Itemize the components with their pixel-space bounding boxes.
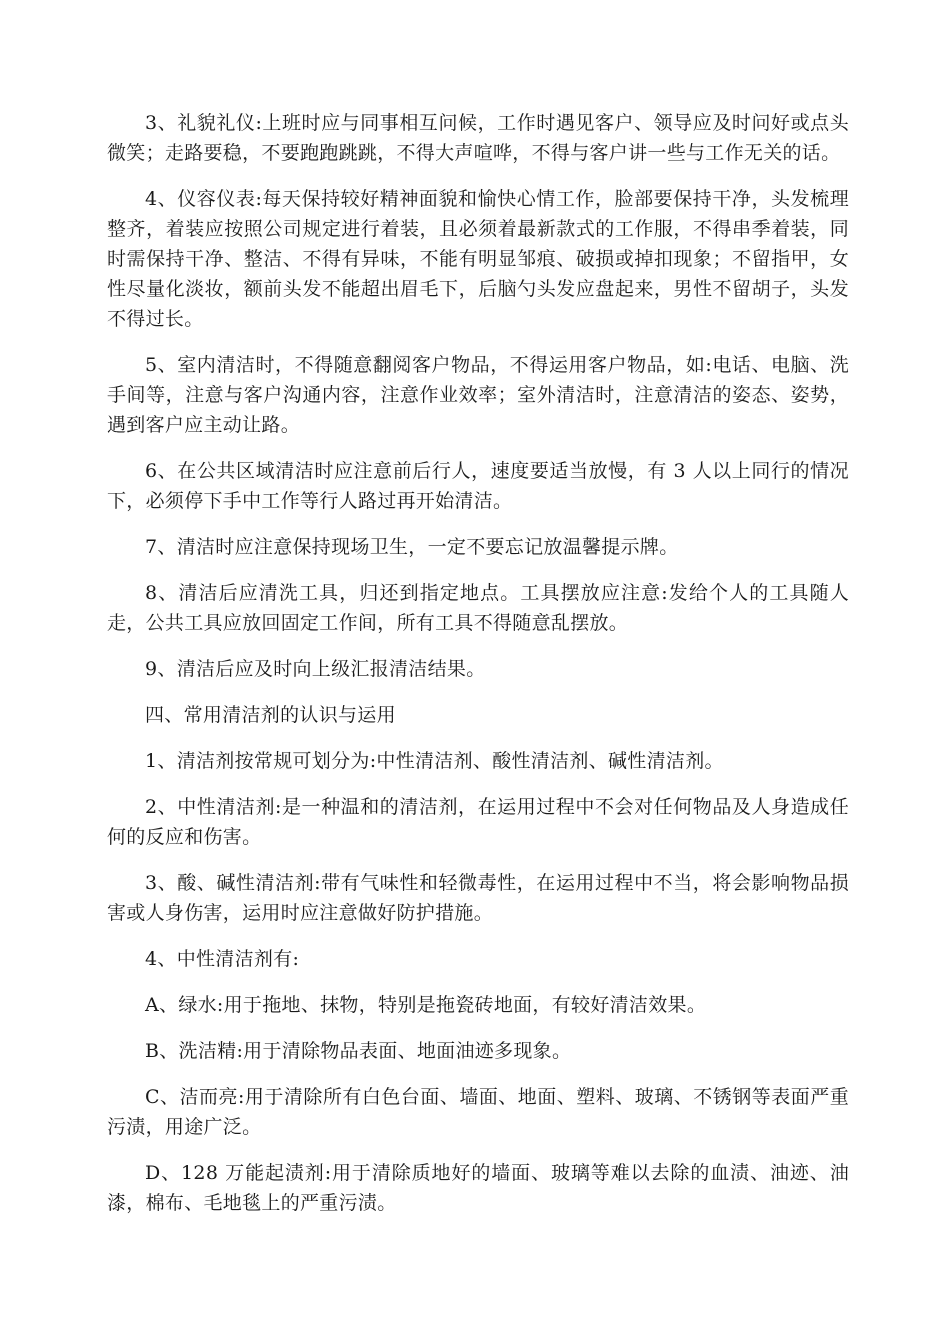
paragraph-neutral-list: 4、中性清洁剂有: <box>145 948 300 970</box>
list-item-stain-remover: D、128 万能起渍剂:用于清除质地好的墙面、玻璃等难以去除的血渍、油迹、油漆，棉布、毛地毯上的严重污渍。 <box>107 1162 849 1214</box>
paragraph-warning-sign: 7、清洁时应注意保持现场卫生，一定不要忘记放温馨提示牌。 <box>145 536 679 558</box>
paragraph-acid-alkaline: 3、酸、碱性清洁剂:带有气味性和轻微毒性，在运用过程中不当，将会影响物品损害或人身伤害，运用时应注意做好防护措施。 <box>107 872 849 924</box>
list-item-green-water: A、绿水:用于拖地、抹物，特别是拖瓷砖地面，有较好清洁效果。 <box>145 994 707 1016</box>
paragraph-cleaner-types: 1、清洁剂按常规可划分为:中性清洁剂、酸性清洁剂、碱性清洁剂。 <box>145 750 724 772</box>
document-body <box>107 108 849 1234</box>
paragraph-neutral-cleaner: 2、中性清洁剂:是一种温和的清洁剂，在运用过程中不会对任何物品及人身造成任何的反应和伤害。 <box>107 796 849 848</box>
paragraph-report: 9、清洁后应及时向上级汇报清洁结果。 <box>145 658 486 680</box>
paragraph-tools: 8、清洁后应清洗工具，归还到指定地点。工具摆放应注意:发给个人的工具随人走，公共工具应放回固定工作间，所有工具不得随意乱摆放。 <box>107 582 849 634</box>
paragraph-public-area: 6、在公共区域清洁时应注意前后行人，速度要适当放慢，有 3 人以上同行的情况下，必须停下手中工作等行人路过再开始清洁。 <box>107 460 849 512</box>
paragraph-appearance: 4、仪容仪表:每天保持较好精神面貌和愉快心情工作，脸部要保持干净，头发梳理整齐，着装应按照公司规定进行着装，且必须着最新款式的工作服，不得串季着装，同时需保持干净、整洁、不得有异味，不能有明显邹痕、破损或掉扣现象；不留指甲，女性尽量化淡妆，额前头发不能超出眉毛下，后脑勺头发应盘起来，男性不留胡子，头发不得过长。 <box>107 188 849 330</box>
paragraph-indoor-cleaning: 5、室内清洁时，不得随意翻阅客户物品，不得运用客户物品，如:电话、电脑、洗手间等，注意与客户沟通内容，注意作业效率；室外清洁时，注意清洁的姿态、姿势，遇到客户应主动让路。 <box>107 354 849 436</box>
list-item-detergent: B、洗洁精:用于清除物品表面、地面油迹多现象。 <box>145 1040 572 1062</box>
paragraph-etiquette: 3、礼貌礼仪:上班时应与同事相互问候，工作时遇见客户、领导应及时问好或点头微笑；走路要稳，不要跑跑跳跳，不得大声喧哗，不得与客户讲一些与工作无关的话。 <box>107 112 849 164</box>
section-heading-cleaners: 四、常用清洁剂的认识与运用 <box>145 704 396 726</box>
list-item-jieerliang: C、洁而亮:用于清除所有白色台面、墙面、地面、塑料、玻璃、不锈钢等表面严重污渍，用途广泛。 <box>107 1086 849 1138</box>
